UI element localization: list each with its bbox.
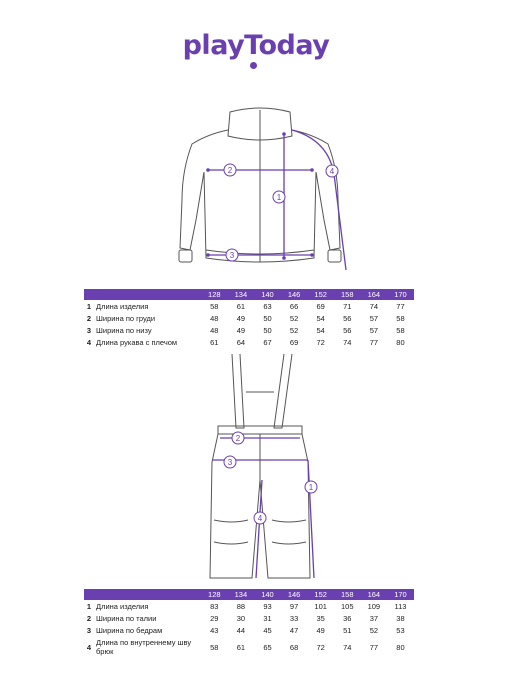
pants-marker-label: 3 (227, 458, 233, 467)
jacket-marker-label: 2 (227, 166, 233, 175)
measurement-label: Длина по внутреннему шву брюк (96, 638, 192, 656)
measurement-label: Длина изделия (96, 301, 149, 311)
table-row: 4 Длина рукава с плечом 61 64 67 69 72 74 77 80 (86, 337, 405, 347)
pants-size-header (84, 589, 414, 600)
size-header: 170 (387, 289, 414, 300)
size-header: 128 (201, 289, 228, 300)
jacket-marker-label: 3 (229, 251, 235, 260)
size-header: 134 (228, 289, 255, 300)
size-header: 152 (307, 589, 334, 600)
size-header: 134 (228, 589, 255, 600)
measurement-label: Длина изделия (96, 601, 149, 611)
size-header: 140 (254, 589, 281, 600)
table-row: 4 Длина по внутреннему шву брюк 58 61 65 68 72 74 77 80 (86, 638, 405, 656)
brand-logo: playToday (182, 30, 330, 61)
measurement-label: Длина рукава с плечом (96, 337, 178, 347)
measurement-label: Ширина по бедрам (96, 625, 163, 635)
pants-marker-label: 4 (257, 514, 263, 523)
table-row: 3 Ширина по бедрам 43 44 45 47 49 51 52 53 (86, 625, 405, 635)
jacket-drawing (160, 100, 360, 280)
pants-marker-label: 1 (308, 483, 314, 492)
size-header: 146 (281, 589, 308, 600)
jacket-size-table (84, 289, 414, 348)
measurement-label: Ширина по талии (96, 613, 157, 623)
size-header: 164 (361, 589, 388, 600)
pants-size-table (84, 589, 414, 658)
logo-dot (250, 62, 257, 69)
size-header: 170 (387, 589, 414, 600)
size-header: 158 (334, 589, 361, 600)
size-header: 140 (254, 289, 281, 300)
table-row: 3 Ширина по низу 48 49 50 52 54 56 57 58 (86, 325, 405, 335)
size-header: 152 (307, 289, 334, 300)
jacket-size-header (84, 289, 414, 300)
size-header: 164 (361, 289, 388, 300)
table-row: 2 Ширина по талии 29 30 31 33 35 36 37 38 (86, 613, 405, 623)
jacket-marker-label: 1 (276, 193, 282, 202)
measurement-label: Ширина по низу (96, 325, 152, 335)
size-header: 128 (201, 589, 228, 600)
pants-marker-label: 2 (235, 434, 241, 443)
table-row: 2 Ширина по груди 48 49 50 52 54 56 57 58 (86, 313, 405, 323)
pants-drawing (190, 352, 330, 586)
size-header: 146 (281, 289, 308, 300)
table-row: 1 Длина изделия 83 88 93 97 101 105 109 113 (86, 601, 407, 611)
measurement-label: Ширина по груди (96, 313, 156, 323)
table-row: 1 Длина изделия 58 61 63 66 69 71 74 77 (86, 301, 405, 311)
size-header: 158 (334, 289, 361, 300)
jacket-marker-label: 4 (329, 167, 335, 176)
